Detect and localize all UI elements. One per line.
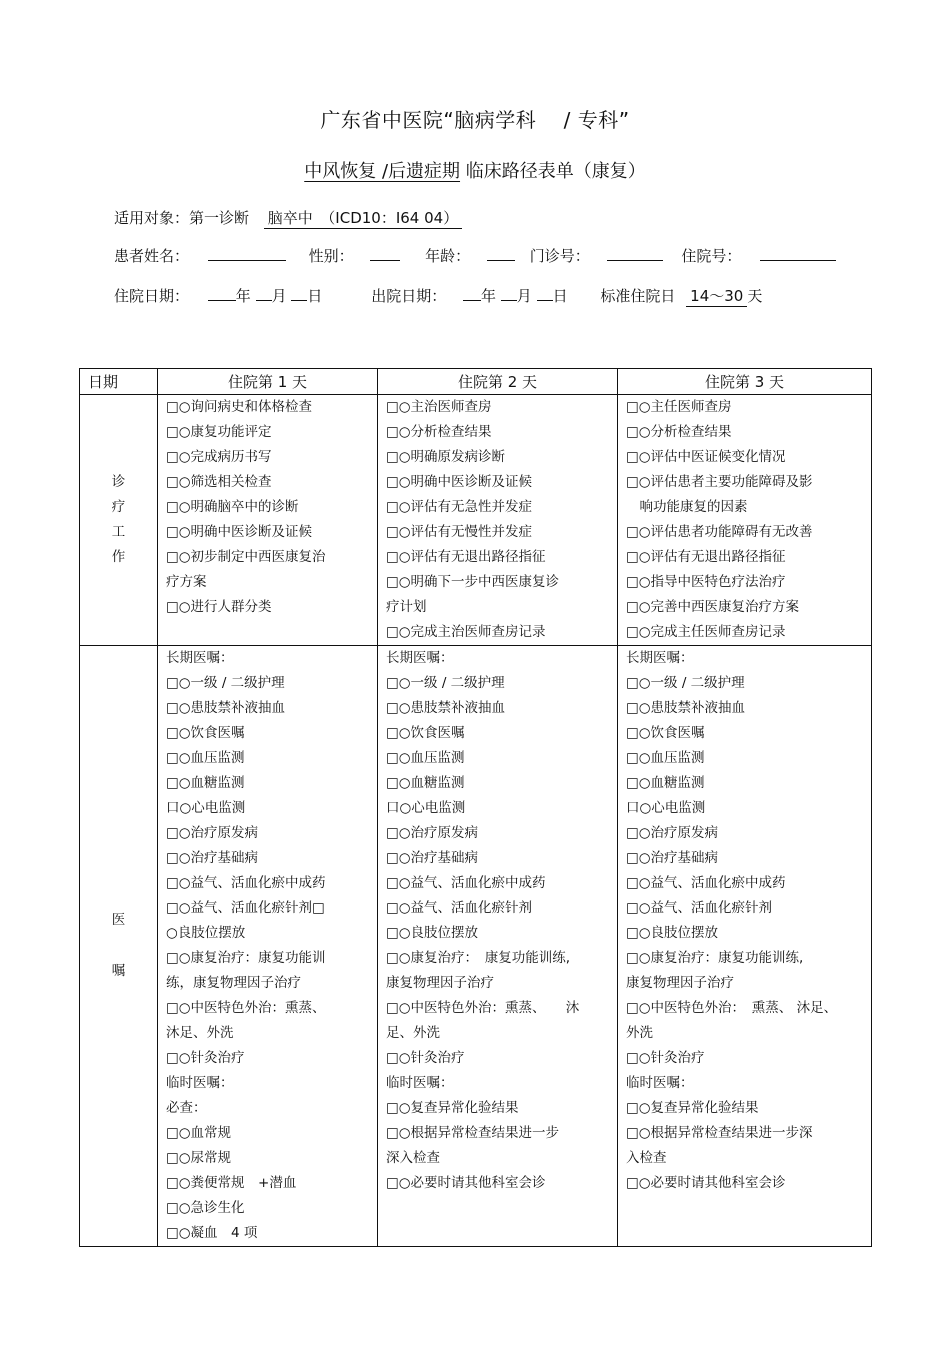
list-text: 疗方案 [166,574,207,590]
checklist-item[interactable]: □○良肢位摆放 [386,925,479,941]
list-text: 疗计划 [386,599,427,615]
list-text: 临时医嘱： [626,1075,694,1091]
checklist-item[interactable]: □○初步制定中西医康复治 [166,549,326,565]
checklist-item[interactable]: □○治疗原发病 [166,825,259,841]
category-char: 医 [111,912,126,928]
table-body [80,395,872,1247]
checklist-item[interactable]: □○血常规 [166,1125,232,1141]
category-char: 疗 [111,499,126,515]
day-3-cell [618,395,872,646]
admit-day-field[interactable] [291,284,307,301]
checklist-item[interactable]: □○血糖监测 [166,775,245,791]
checklist-item[interactable]: □○根据异常检查结果进一步深 [626,1125,813,1141]
list-text: 沐足、外洗 [166,1025,234,1041]
checklist-item[interactable]: □○完成主任医师查房记录 [626,624,786,640]
checklist-item[interactable]: □○筛选相关检查 [166,474,272,490]
header-day-2: 住院第 2 天 [378,369,618,395]
checklist-item[interactable]: □○完善中西医康复治疗方案 [626,599,800,615]
checklist-item[interactable]: □○益气、活血化瘀针剂 [386,900,533,916]
year-unit: 年 [235,287,251,305]
checklist-item[interactable]: □○患肢禁补液抽血 [626,700,746,716]
table-header-row [80,369,872,395]
discharge-year-field[interactable] [463,284,481,301]
header-day-3: 住院第 3 天 [618,369,872,395]
checklist-item[interactable]: □○饮食医嘱 [166,725,245,741]
checklist-item[interactable]: □○一级 / 二级护理 [626,675,745,691]
checklist-item[interactable]: □○益气、活血化瘀针剂□ [166,900,325,916]
standard-stay-label: 标准住院日 [600,287,676,305]
day-1-cell [158,646,378,1247]
checklist-item[interactable]: □○治疗基础病 [166,850,259,866]
checklist-item[interactable]: □○询问病史和体格检查 [166,399,313,415]
list-text: 深入检查 [386,1150,440,1166]
checklist-item[interactable]: □○中医特色外治：熏蒸、 [166,1000,326,1016]
checklist-item[interactable]: □○康复治疗： 康复功能训练, [386,950,571,966]
checklist-item[interactable]: □○指导中医特色疗法治疗 [626,574,786,590]
checklist-item[interactable]: □○益气、活血化瘀中成药 [386,875,546,891]
checklist-item[interactable]: 口○心电监测 [386,800,466,816]
checklist-item[interactable]: □○主治医师查房 [386,399,492,415]
checklist-item[interactable]: □○进行人群分类 [166,599,272,615]
category-cell [80,646,158,1247]
checklist-item[interactable]: □○根据异常检查结果进一步 [386,1125,560,1141]
category-cell [80,395,158,646]
checklist-item[interactable]: □○患肢禁补液抽血 [166,700,286,716]
category-char: 诊 [111,474,126,490]
discharge-month-field[interactable] [501,284,517,301]
checklist-item[interactable]: □○饮食医嘱 [626,725,705,741]
discharge-date-label: 出院日期： [371,287,447,305]
list-text: 必查： [166,1100,207,1116]
list-text: 外洗 [626,1025,653,1041]
list-text: 响功能康复的因素 [626,499,748,515]
gender-field[interactable] [370,244,400,261]
checklist-item[interactable]: □○良肢位摆放 [626,925,719,941]
list-text: 临时医嘱： [386,1075,454,1091]
checklist-item[interactable]: □○评估患者主要功能障碍及影 [626,474,813,490]
form-title: 广东省中医院“脑病学科 / 专科” [320,108,630,132]
clinical-pathway-table [79,368,872,1247]
subtitle-rest: 临床路径表单（康复） [460,161,646,182]
checklist-item[interactable]: □○血糖监测 [386,775,465,791]
clinic-no-field[interactable] [607,244,663,261]
checklist-item[interactable]: □○明确中医诊断及证候 [386,474,533,490]
checklist-item[interactable]: □○康复治疗：康复功能训练, [626,950,804,966]
age-label: 年龄： [425,247,471,265]
day-3-cell [618,646,872,1247]
checklist-item[interactable]: □○康复功能评定 [166,424,272,440]
checklist-item[interactable]: □○评估有无慢性并发症 [386,524,533,540]
standard-stay-value: 14～30 [686,285,747,307]
inpatient-no-label: 住院号： [681,247,742,265]
year-unit: 年 [480,287,496,305]
list-text: 足、外洗 [386,1025,440,1041]
table-row-diagnosis-work [80,395,872,646]
checklist-item[interactable]: □○完成主治医师查房记录 [386,624,546,640]
inpatient-no-field[interactable] [760,244,836,261]
header-date: 日期 [80,369,158,395]
checklist-item[interactable]: □○明确下一步中西医康复诊 [386,574,560,590]
day-unit: 日 [552,287,568,305]
admit-date-label: 住院日期： [114,287,190,305]
checklist-item[interactable]: □○益气、活血化瘀中成药 [626,875,786,891]
day-1-cell [158,395,378,646]
list-text: 长期医嘱： [166,650,234,666]
checklist-item[interactable]: □○明确原发病诊断 [386,449,506,465]
standard-stay-unit: 天 [747,287,763,305]
checklist-item[interactable]: □○中医特色外治： 熏蒸、 沐足、 [626,1000,838,1016]
checklist-item[interactable]: □○主任医师查房 [626,399,732,415]
list-text: 临时医嘱： [166,1075,234,1091]
checklist-item[interactable]: □○益气、活血化瘀针剂 [626,900,773,916]
checklist-item[interactable]: □○评估有无退出路径指征 [626,549,786,565]
checklist-item[interactable]: □○针灸治疗 [626,1050,705,1066]
list-text: 康复物理因子治疗 [626,975,734,991]
checklist-item[interactable]: □○治疗基础病 [386,850,479,866]
date-line [114,284,762,307]
checklist-item[interactable]: □○患肢禁补液抽血 [386,700,506,716]
checklist-item[interactable]: □○尿常规 [166,1150,232,1166]
checklist-item[interactable]: □○血压监测 [386,750,465,766]
checklist-item[interactable]: □○凝血 4 项 [166,1225,258,1241]
target-value[interactable]: 脑卒中 （ICD10：I64 04） [264,207,462,229]
checklist-item[interactable]: □○评估有无退出路径指征 [386,549,546,565]
patient-name-label: 患者姓名： [114,247,190,265]
checklist-item[interactable]: □○康复治疗：康复功能训 [166,950,326,966]
checklist-item[interactable]: □○评估中医证候变化情况 [626,449,786,465]
admit-month-field[interactable] [256,284,272,301]
checklist-item[interactable]: □○饮食医嘱 [386,725,465,741]
checklist-item[interactable]: □○一级 / 二级护理 [166,675,285,691]
checklist-item[interactable]: □○中医特色外治：熏蒸、 沐 [386,1000,580,1016]
checklist-item[interactable]: □○针灸治疗 [166,1050,245,1066]
checklist-item[interactable]: □○完成病历书写 [166,449,272,465]
list-text: 练，康复物理因子治疗 [166,975,301,991]
target-line [114,207,462,229]
patient-line [114,244,836,266]
clinic-no-label: 门诊号： [529,247,590,265]
checklist-item[interactable]: □○必要时请其他科室会诊 [386,1175,546,1191]
checklist-item[interactable]: □○急诊生化 [166,1200,245,1216]
checklist-item[interactable]: □○血压监测 [166,750,245,766]
list-text: 入检查 [626,1150,667,1166]
checklist-item[interactable]: □○一级 / 二级护理 [386,675,505,691]
checklist-item[interactable]: □○分析检查结果 [626,424,732,440]
checklist-item[interactable]: □○针灸治疗 [386,1050,465,1066]
checklist-item[interactable]: □○复查异常化验结果 [626,1100,759,1116]
list-text: 长期医嘱： [386,650,454,666]
patient-name-field[interactable] [208,244,286,261]
month-unit: 月 [271,287,287,305]
checklist-item[interactable]: □○必要时请其他科室会诊 [626,1175,786,1191]
checklist-item[interactable]: □○治疗基础病 [626,850,719,866]
checklist-item[interactable]: □○粪便常规 +潜血 [166,1175,297,1191]
gender-label: 性别： [308,247,354,265]
category-char: 作 [111,549,126,565]
form-subtitle [0,157,950,183]
age-field[interactable] [487,244,515,261]
checklist-item[interactable]: 口○心电监测 [626,800,706,816]
day-2-cell [378,646,618,1247]
checklist-item[interactable]: □○明确中医诊断及证候 [166,524,313,540]
checklist-item[interactable]: □○评估有无急性并发症 [386,499,533,515]
target-label: 适用对象：第一诊断 [114,209,250,227]
checklist-item[interactable]: □○血糖监测 [626,775,705,791]
checklist-item[interactable]: □○明确脑卒中的诊断 [166,499,299,515]
checklist-item[interactable]: □○分析检查结果 [386,424,492,440]
checklist-item[interactable]: 口○心电监测 [166,800,246,816]
checklist-item[interactable]: □○益气、活血化瘀中成药 [166,875,326,891]
day-unit: 日 [307,287,323,305]
table-row-medical-orders [80,646,872,1247]
admit-year-field[interactable] [208,284,236,301]
header-day-1: 住院第 1 天 [158,369,378,395]
checklist-item[interactable]: □○治疗原发病 [386,825,479,841]
checklist-item[interactable]: □○评估患者功能障碍有无改善 [626,524,813,540]
list-text: 长期医嘱： [626,650,694,666]
checklist-item[interactable]: □○复查异常化验结果 [386,1100,519,1116]
day-2-cell [378,395,618,646]
month-unit: 月 [516,287,532,305]
discharge-day-field[interactable] [537,284,553,301]
list-text: 康复物理因子治疗 [386,975,494,991]
list-text: ○良肢位摆放 [166,925,246,941]
checklist-item[interactable]: □○治疗原发病 [626,825,719,841]
subtitle-stage: 中风恢复 /后遗症期 [304,161,461,182]
category-char: 嘱 [111,963,126,979]
checklist-item[interactable]: □○血压监测 [626,750,705,766]
category-char: 工 [111,524,126,540]
